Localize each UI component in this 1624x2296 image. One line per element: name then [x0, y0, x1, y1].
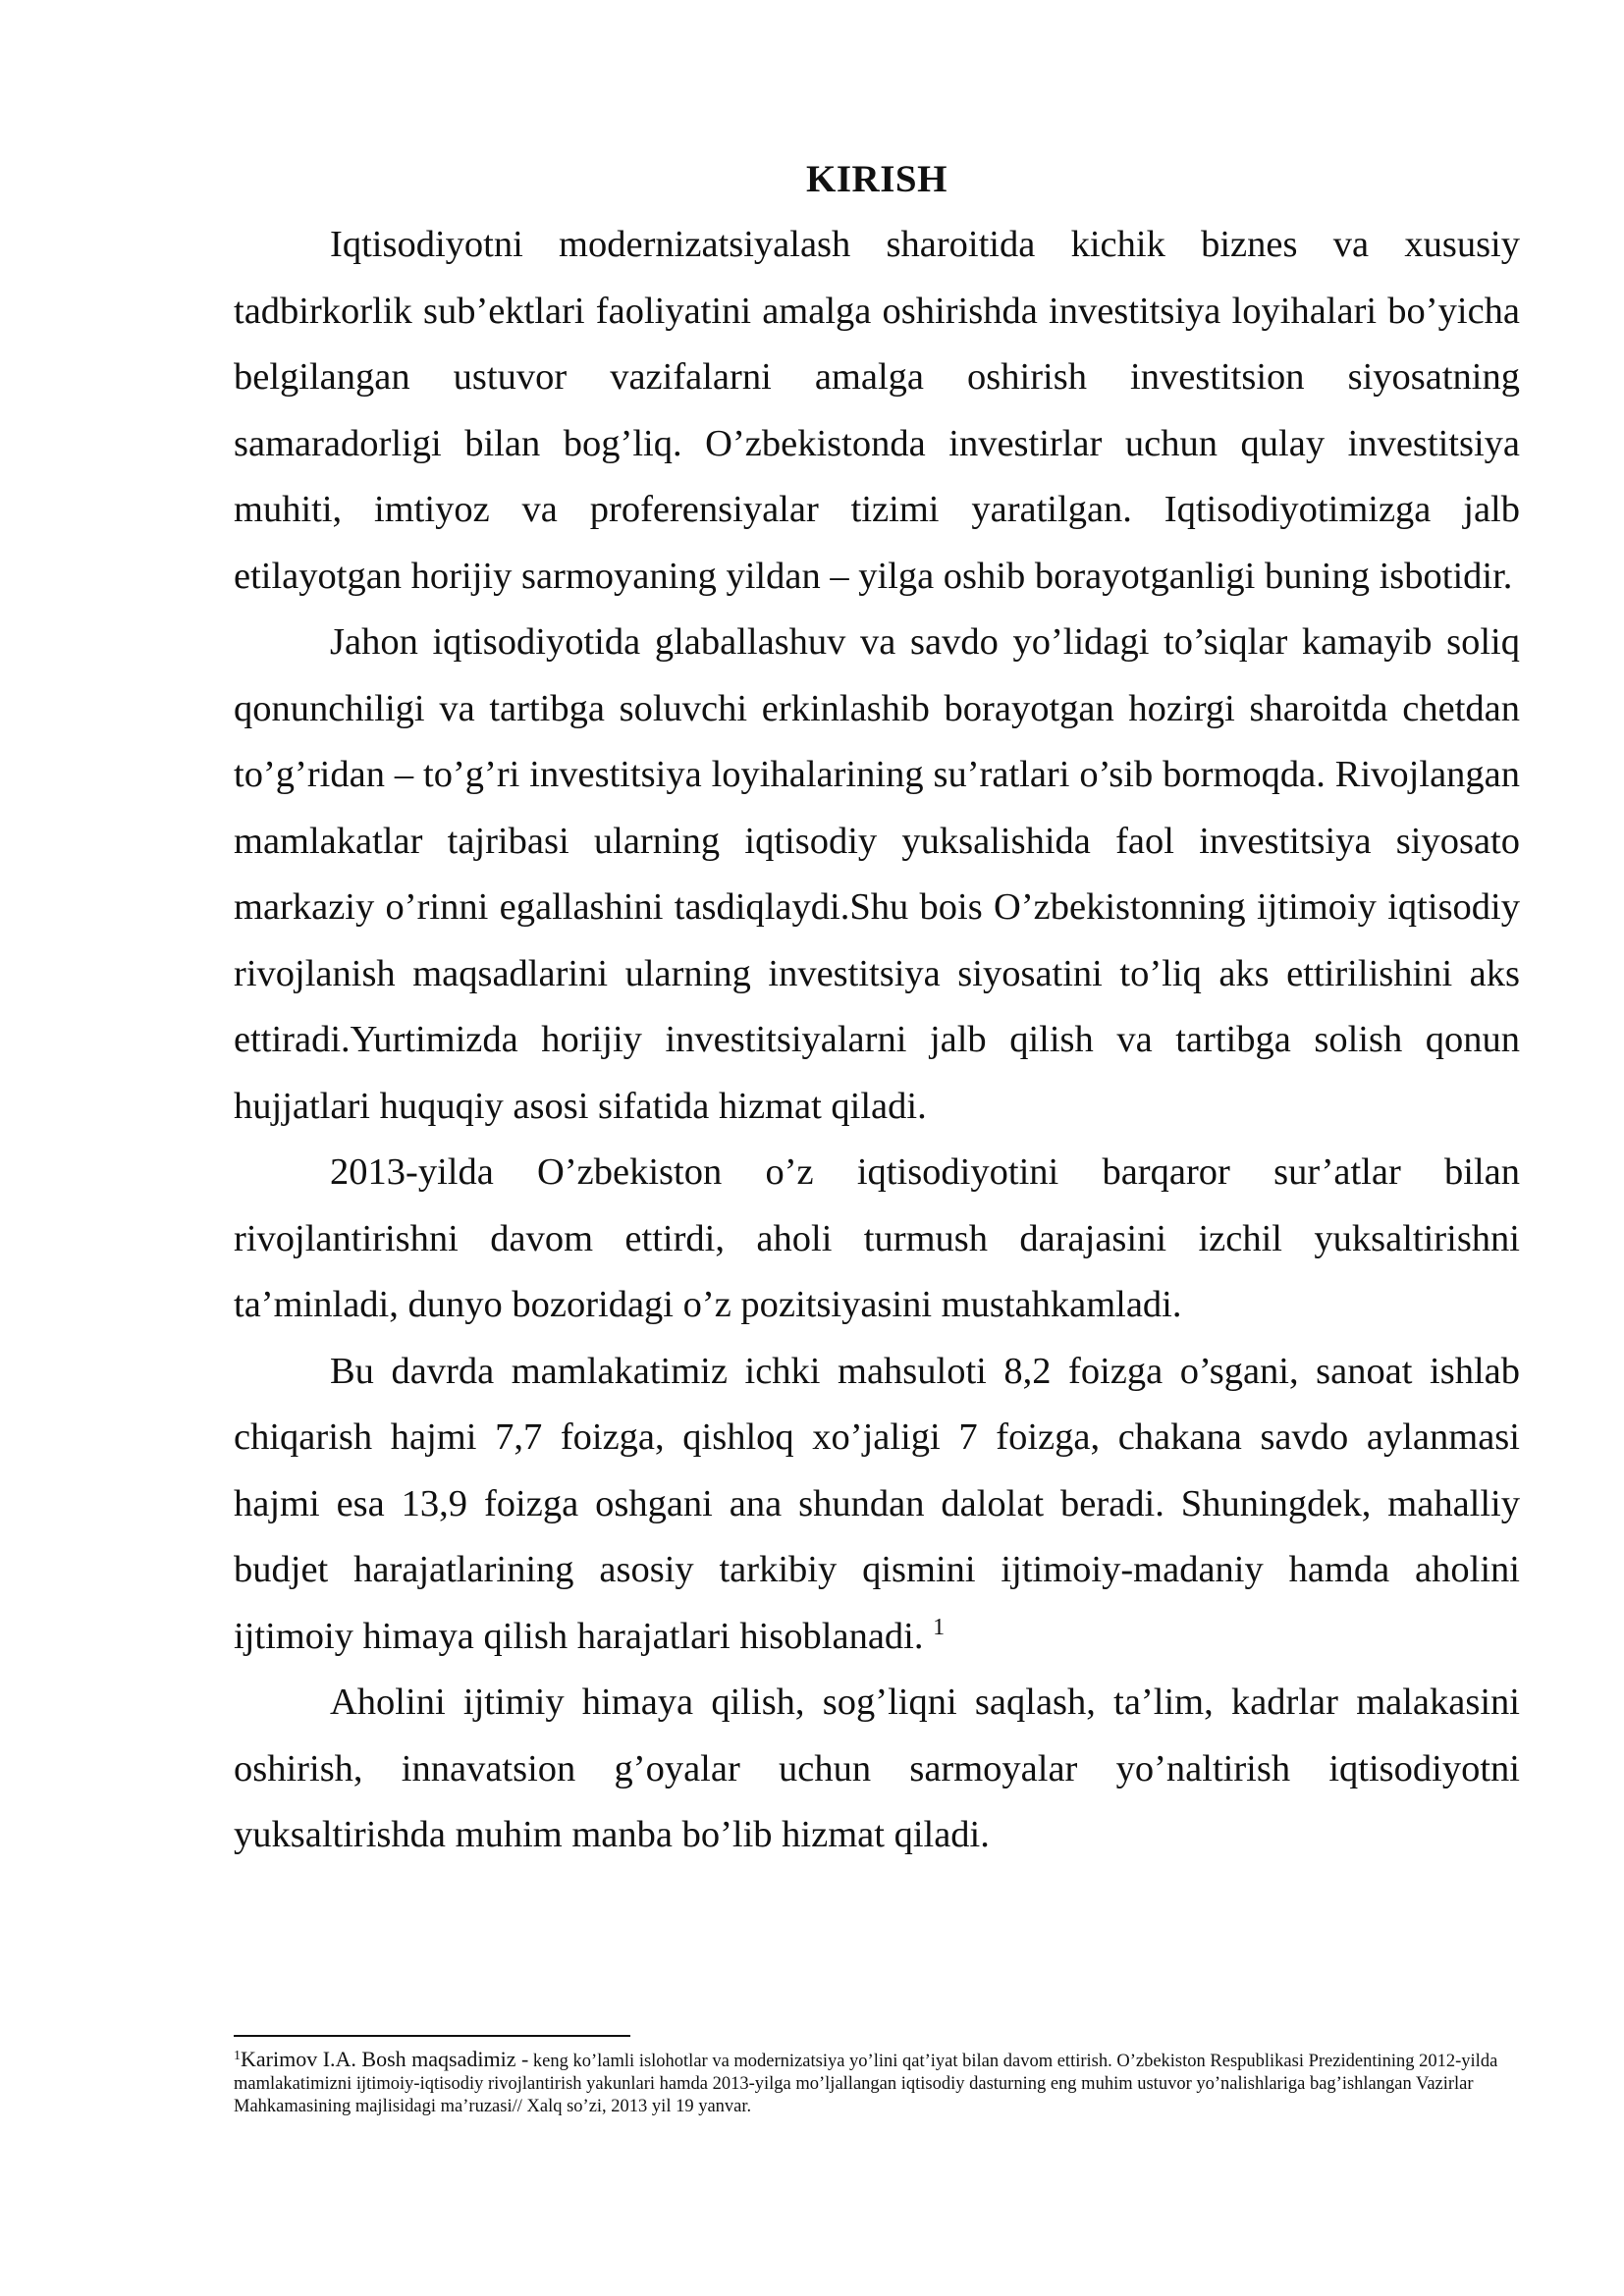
- footnote-mark: 1: [234, 2048, 241, 2063]
- footnote-separator: [234, 2035, 630, 2037]
- footnote-lead: Karimov I.A. Bosh maqsadimiz -: [241, 2047, 529, 2071]
- paragraph-4-text: Bu davrda mamlakatimiz ichki mahsuloti 8,2 foizga o’sgani, sanoat ishlab chiqarish hajmi 7,7 foizga, qishloq xo’jaligi 7 foizga, chakana savdo aylanmasi hajmi esa 13,9 foizga oshgani ana shundan dalolat beradi. Shuningdek, mahalliy budjet harajatlarining asosiy tarkibiy qismini ijtimoiy-madaniy hamda aholini ijtimoiy himaya qilish harajatlari hisoblanadi.: [234, 1350, 1520, 1657]
- footnote-reference[interactable]: 1: [933, 1614, 946, 1640]
- page-title: KIRISH: [806, 158, 947, 200]
- document-page: [234, 147, 1520, 1869]
- paragraph-5: Aholini ijtimiy himaya qilish, sog’liqni saqlash, ta’lim, kadrlar malakasini oshirish, innavatsion g’oyalar uchun sarmoyalar yo’naltirish iqtisodiyotni yuksaltirishda muhim manba bo’lib hizmat qiladi.: [234, 1682, 1520, 1855]
- paragraph-3: 2013-yilda O’zbekiston o’z iqtisodiyotini barqaror sur’atlar bilan rivojlantirishni davom ettirdi, aholi turmush darajasini izchil yuksaltirishni ta’minladi, dunyo bozoridagi o’z pozitsiyasini mustahkamladi.: [234, 1151, 1520, 1325]
- footnote-text: keng ko’lamli islohotlar va modernizatsiya yo’lini qat’iyat bilan davom ettirish. O’zbekiston Respublikasi Prezidentining 2012-yilda mamlakatimizni ijtimoiy-iqtisodiy rivojlantirish yakunlari hamda 2013-yilga mo’ljallangan iqtisodiy dasturning eng muhim ustuvor yo’nalishlariga bag’ishlangan Vazirlar Mahkamasining majlisidagi ma’ruzasi// Xalq so’zi, 2013 yil 19 yanvar.: [234, 2052, 1498, 2116]
- footnote: [234, 2048, 1520, 2118]
- paragraph-2: Jahon iqtisodiyotida glaballashuv va savdo yo’lidagi to’siqlar kamayib soliq qonunchiligi va tartibga soluvchi erkinlashib borayotgan hozirgi sharoitda chetdan to’g’ridan – to’g’ri investitsiya loyihalarining su’ratlari o’sib bormoqda. Rivojlangan mamlakatlar tajribasi ularning iqtisodiy yuksalishida faol investitsiya siyosato markaziy o’rinni egallashini tasdiqlaydi.Shu bois O’zbekistonning ijtimoiy iqtisodiy rivojlanish maqsadlarini ularning investitsiya siyosatini to’liq aks ettirilishini aks ettiradi.Yurtimizda horijiy investitsiyalarni jalb qilish va tartibga solish qonun hujjatlari huquqiy asosi sifatida hizmat qiladi.: [234, 621, 1520, 1127]
- paragraph-4: [234, 1339, 1520, 1671]
- paragraph-1: Iqtisodiyotni modernizatsiyalash sharoitida kichik biznes va xususiy tadbirkorlik sub’ektlari faoliyatini amalga oshirishda investitsiya loyihalari bo’yicha belgilangan ustuvor vazifalarni amalga oshirish investitsion siyosatning samaradorligi bilan bog’liq. O’zbekistonda investirlar uchun qulay investitsiya muhiti, imtiyoz va proferensiyalar tizimi yaratilgan. Iqtisodiyotimizga jalb etilayotgan horijiy sarmoyaning yildan – yilga oshib borayotganligi buning isbotidir.: [234, 224, 1520, 597]
